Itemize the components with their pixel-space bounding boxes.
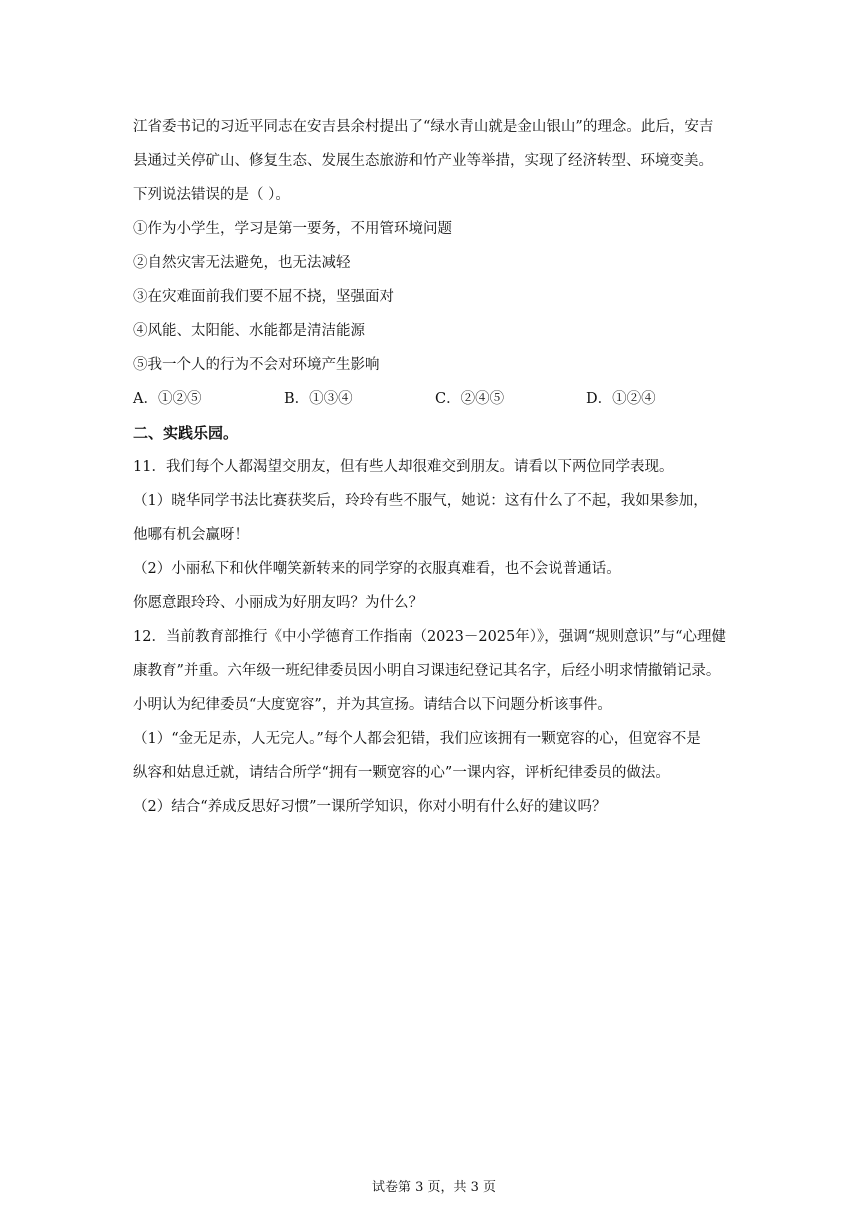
question-10-prompt: 下列说法错误的是（ ）。 bbox=[133, 187, 290, 203]
question-12-sub-1-line-1: （1）“金无足赤，人无完人。”每个人都会犯错，我们应该拥有一颗宽容的心，但宽容不是 bbox=[133, 731, 701, 747]
question-12-sub-2: （2）结合“养成反思好习惯”一课所学知识，你对小明有什么好的建议吗？ bbox=[133, 799, 607, 815]
statement-5: ⑤我一个人的行为不会对环境产生影响 bbox=[133, 357, 380, 373]
question-10-text-line-2: 县通过关停矿山、修复生态、发展生态旅游和竹产业等举措，实现了经济转型、环境变美。 bbox=[133, 153, 713, 169]
question-11-case-2: （2）小丽私下和伙伴嘲笑新转来的同学穿的衣服真难看，也不会说普通话。 bbox=[133, 561, 621, 577]
question-11-case-1-line-1: （1）晓华同学书法比赛获奖后，玲玲有些不服气，她说：这有什么了不起，我如果参加， bbox=[133, 493, 708, 509]
question-12 bbox=[133, 620, 763, 824]
option-c: C．②④⑤ bbox=[435, 391, 505, 407]
question-12-stem-line-2: 康教育”并重。六年级一班纪律委员因小明自习课违纪登记其名字，后经小明求情撤销记录。 bbox=[133, 663, 721, 679]
question-12-stem-line-3: 小明认为纪律委员“大度宽容”，并为其宣扬。请结合以下问题分析该事件。 bbox=[133, 697, 612, 713]
question-11-ask: 你愿意跟玲玲、小丽成为好朋友吗？为什么？ bbox=[133, 595, 423, 611]
question-11 bbox=[133, 450, 763, 620]
statement-3: ③在灾难面前我们要不屈不挠，坚强面对 bbox=[133, 289, 394, 305]
option-b: B．①③④ bbox=[284, 391, 353, 407]
question-12-stem-line-1: 12．当前教育部推行《中小学德育工作指南（2023－2025年）》，强调“规则意识”与“心理健 bbox=[133, 629, 726, 645]
statement-2: ②自然灾害无法避免，也无法减轻 bbox=[133, 255, 351, 271]
question-11-case-1-line-2: 他哪有机会赢呀！ bbox=[133, 527, 249, 543]
answer-options bbox=[133, 382, 763, 416]
page-footer: 试卷第 3 页，共 3 页 bbox=[371, 1180, 497, 1195]
question-10-text-line-1: 江省委书记的习近平同志在安吉县余村提出了“绿水青山就是金山银山”的理念。此后，安吉 bbox=[133, 119, 714, 135]
option-a: A．①②⑤ bbox=[133, 391, 202, 407]
option-d: D．①②④ bbox=[586, 391, 656, 407]
question-12-sub-1-line-2: 纵容和姑息迁就，请结合所学“拥有一颗宽容的心”一课内容，评析纪律委员的做法。 bbox=[133, 765, 670, 781]
section-heading: 二、实践乐园。 bbox=[133, 424, 239, 442]
question-10 bbox=[133, 110, 763, 416]
statement-4: ④风能、太阳能、水能都是清洁能源 bbox=[133, 323, 365, 339]
question-11-stem: 11．我们每个人都渴望交朋友，但有些人却很难交到朋友。请看以下两位同学表现。 bbox=[133, 459, 674, 475]
page-content bbox=[133, 110, 763, 824]
statement-1: ①作为小学生，学习是第一要务，不用管环境问题 bbox=[133, 221, 452, 237]
